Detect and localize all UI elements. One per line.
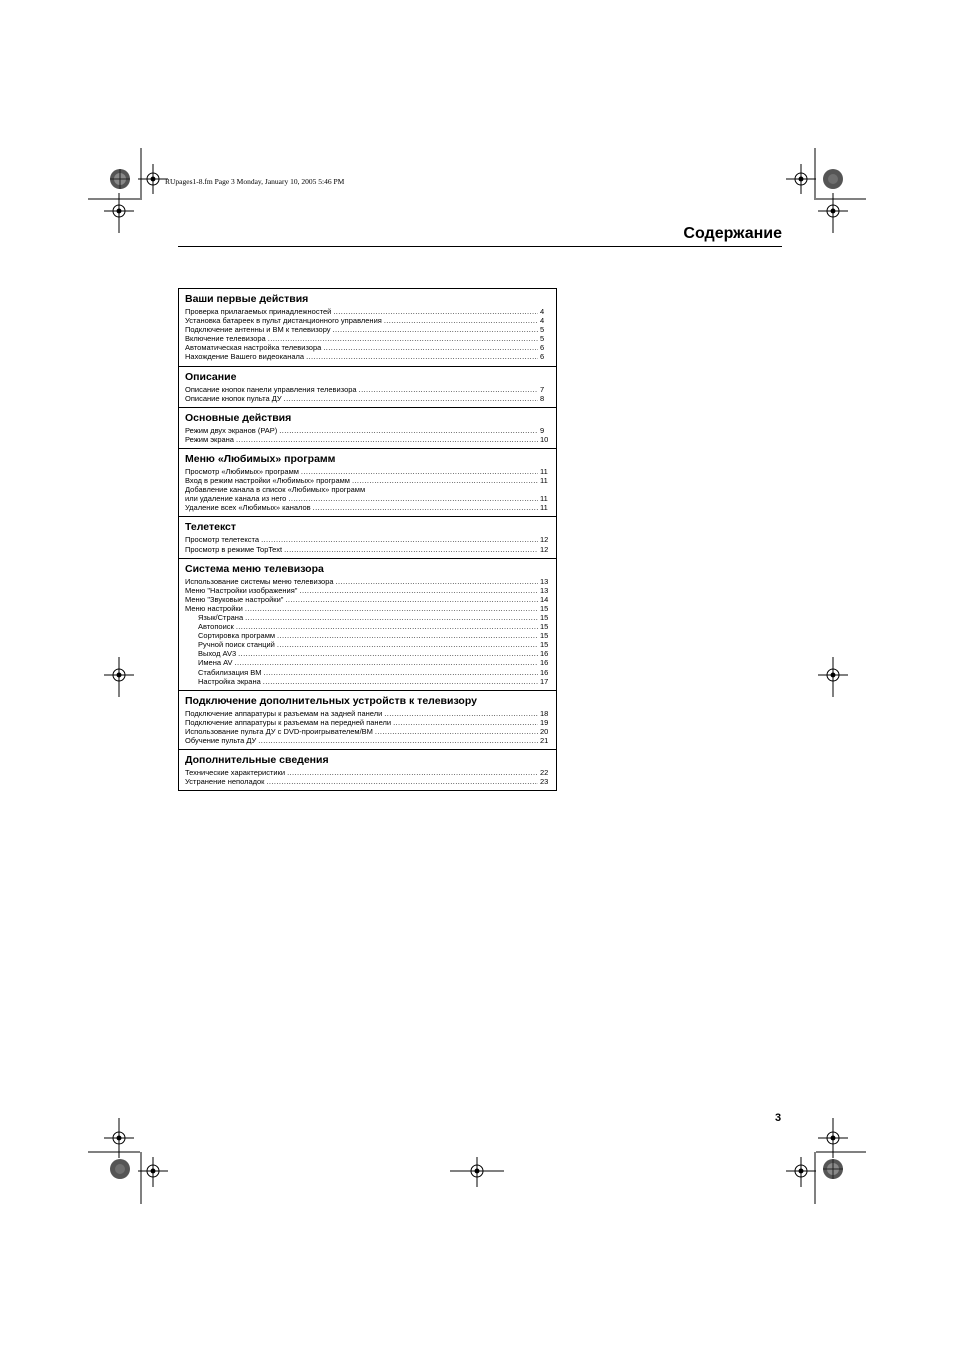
toc-entry-page: 19	[540, 717, 549, 727]
crosshair-icon	[786, 164, 816, 194]
toc-entry-label: Выход AV3	[198, 649, 237, 659]
toc-section-title: Система меню телевизора	[185, 562, 324, 575]
toc-entry[interactable]	[185, 777, 550, 786]
toc-entry-label: Проверка прилагаемых принадлежностей	[185, 307, 332, 316]
dot-leader	[336, 577, 538, 586]
toc-entry-page: 15	[540, 612, 549, 622]
toc-entry-page: 12	[540, 535, 549, 545]
toc-entry-page	[540, 485, 550, 494]
toc-entry-label: Ручной поиск станций	[198, 640, 275, 650]
toc-entry-page: 11	[540, 503, 548, 513]
dot-leader	[284, 545, 538, 554]
toc-entry[interactable]	[185, 545, 550, 554]
toc-entry[interactable]	[185, 604, 550, 613]
toc-entry-page: 8	[540, 393, 545, 403]
toc-entry[interactable]	[185, 485, 550, 494]
dot-leader	[301, 467, 538, 476]
color-target-icon	[109, 1158, 131, 1180]
crosshair-icon	[138, 164, 168, 194]
crosshair-icon	[818, 657, 848, 697]
toc-entry[interactable]	[185, 640, 550, 649]
toc-entry-label: Удаление всех «Любимых» каналов	[185, 503, 311, 513]
crosshair-icon	[104, 657, 134, 697]
dot-leader	[384, 709, 538, 718]
toc-entry[interactable]	[185, 768, 550, 777]
dot-leader	[299, 586, 538, 595]
toc-entry-page: 16	[540, 667, 549, 677]
toc-entry-label: Подключение аппаратуры к разъемам на передней панели	[185, 717, 392, 727]
dot-leader	[245, 604, 538, 613]
toc-entry-label: Использование системы меню телевизора	[185, 576, 334, 586]
toc-entry-page: 15	[540, 622, 549, 632]
dot-leader	[384, 316, 538, 325]
toc-entry-label: Автоматическая настройка телевизора	[185, 343, 322, 353]
dot-leader	[238, 649, 538, 658]
title-rule	[178, 246, 782, 247]
toc-entry-page: 15	[540, 631, 549, 641]
toc-entry-label: Описание кнопок пульта ДУ	[185, 393, 282, 403]
toc-entry-label: Включение телевизора	[185, 334, 266, 344]
toc-entry[interactable]	[185, 658, 550, 667]
toc-entry-label: Язык/Страна	[198, 612, 244, 622]
toc-entry-label: Сортировка программ	[198, 631, 276, 641]
toc-entry-label: Режим экрана	[185, 434, 234, 444]
toc-entry-label: Просмотр телетекста	[185, 535, 260, 545]
toc-entry[interactable]	[185, 316, 550, 325]
dot-leader	[359, 385, 538, 394]
toc-entry-label: Имена AV	[198, 658, 233, 668]
dot-leader	[261, 535, 538, 544]
toc-section-title: Ваши первые действия	[185, 293, 309, 305]
toc-entry-page: 6	[540, 343, 545, 353]
toc-entry-page: 6	[540, 352, 545, 362]
toc-entry[interactable]	[185, 385, 550, 394]
toc-entry[interactable]	[185, 613, 550, 622]
dot-leader	[263, 677, 538, 686]
toc-entry-label: Обучение пульта ДУ	[185, 736, 257, 745]
dot-leader	[245, 613, 538, 622]
toc-entry[interactable]	[185, 577, 550, 586]
toc-entry-page: 13	[540, 585, 549, 595]
toc-section	[179, 448, 556, 516]
toc-entry[interactable]	[185, 649, 550, 658]
toc-entry-label: Автопоиск	[198, 622, 234, 632]
toc-entry-page: 21	[540, 736, 549, 745]
toc-entry-page: 5	[540, 325, 545, 335]
toc-entry-label: Подключение аппаратуры к разъемам на задней панели	[185, 708, 383, 718]
toc-entry-label: Использование пульта ДУ с DVD-проигрывателем/ВМ	[185, 726, 373, 736]
toc-entry[interactable]	[185, 736, 550, 745]
toc-section	[179, 690, 556, 749]
dot-leader	[277, 640, 538, 649]
toc-entry[interactable]	[185, 622, 550, 631]
toc-entry[interactable]	[185, 595, 550, 604]
toc-section-title: Телетекст	[185, 521, 237, 534]
toc-entry-label: Установка батареек в пульт дистанционного управления	[185, 316, 382, 326]
dot-leader	[333, 325, 538, 334]
toc-section-title: Описание	[185, 370, 237, 383]
toc-entry[interactable]	[185, 435, 550, 444]
dot-leader	[277, 631, 538, 640]
crosshair-icon	[818, 1118, 848, 1158]
toc-entry-label: Настройка экрана	[198, 676, 261, 686]
print-slug: RUpages1-8.fm Page 3 Monday, January 10, 2005 5:46 PM	[165, 177, 345, 186]
toc-entry-label: Просмотр в режиме TopText	[185, 544, 283, 554]
toc-entry-page: 14	[540, 594, 549, 604]
toc-entry-label: Вход в режим настройки «Любимых» программ	[185, 476, 350, 486]
dot-leader	[268, 334, 538, 343]
toc-entry[interactable]	[185, 426, 550, 435]
toc-entry[interactable]	[185, 467, 550, 476]
toc-entry[interactable]	[185, 727, 550, 736]
dot-leader	[333, 307, 538, 316]
dot-leader	[306, 352, 538, 361]
toc-entry-label: Устранение неполадок	[185, 777, 265, 787]
toc-section-title: Меню «Любимых» программ	[185, 452, 336, 465]
page-number: 3	[775, 1112, 782, 1124]
toc-entry-page: 20	[540, 726, 549, 736]
dot-leader	[285, 595, 538, 604]
toc-entry-label: Нахождение Вашего видеоканала	[185, 352, 305, 362]
toc-entry-page: 12	[540, 544, 549, 554]
toc-entry-label: Подключение антенны и ВМ к телевизору	[185, 325, 331, 335]
toc-entry-label: Меню настройки	[185, 603, 243, 613]
dot-leader	[263, 668, 538, 677]
dot-leader	[266, 777, 538, 786]
toc-entry-page: 10	[540, 434, 549, 444]
crosshair-icon	[138, 1157, 168, 1187]
toc-entry[interactable]	[185, 307, 550, 316]
toc-entry[interactable]	[185, 352, 550, 361]
toc-entry-label: Меню "Звуковые настройки"	[185, 594, 284, 604]
toc-section	[179, 289, 556, 366]
toc-entry[interactable]	[185, 334, 550, 343]
toc-entry-page: 7	[540, 384, 545, 394]
crosshair-icon	[450, 1157, 504, 1187]
toc-entry-page: 5	[540, 334, 545, 344]
toc-entry[interactable]	[185, 668, 550, 677]
toc-entry-page: 13	[540, 576, 549, 586]
toc-entry[interactable]	[185, 677, 550, 686]
toc-entry[interactable]	[185, 476, 550, 485]
toc-entry-label: Просмотр «Любимых» программ	[185, 466, 299, 476]
dot-leader	[323, 343, 538, 352]
toc-section-title: Основные действия	[185, 411, 292, 424]
dot-leader	[375, 727, 538, 736]
toc-entry-page: 16	[540, 649, 549, 659]
toc-entry[interactable]	[185, 394, 550, 403]
toc-entry-page: 11	[540, 476, 548, 486]
dot-leader	[284, 394, 538, 403]
toc-entry-page: 9	[540, 425, 545, 435]
toc-entry[interactable]	[185, 494, 550, 503]
toc-section-title: Подключение дополнительных устройств к телевизору	[185, 694, 477, 707]
toc-entry-label: Стабилизация ВМ	[198, 667, 262, 677]
toc-entry-page: 23	[540, 777, 549, 787]
toc-entry-label: Меню "Настройки изображения"	[185, 585, 298, 595]
color-target-icon	[109, 168, 131, 190]
toc-entry-page: 16	[540, 658, 549, 668]
crosshair-icon	[104, 193, 134, 233]
toc-entry[interactable]	[185, 343, 550, 352]
dot-leader	[236, 435, 538, 444]
toc-entry-page: 15	[540, 640, 549, 650]
toc-entry[interactable]	[185, 709, 550, 718]
toc-entry[interactable]	[185, 535, 550, 544]
color-target-icon	[822, 168, 844, 190]
page-title: Содержание	[683, 225, 782, 242]
toc-entry[interactable]	[185, 325, 550, 334]
toc-entry-label: Добавление канала в список «Любимых» программ	[185, 485, 366, 495]
toc-section	[179, 407, 556, 448]
crosshair-icon	[786, 1157, 816, 1187]
dot-leader	[236, 622, 538, 631]
toc-entry-label: или удаление канала из него	[185, 494, 287, 504]
toc-entry[interactable]	[185, 586, 550, 595]
dot-leader	[279, 426, 538, 435]
toc-entry-page: 15	[540, 603, 549, 613]
dot-leader	[352, 476, 538, 485]
dot-leader	[258, 736, 538, 745]
toc-entry-page: 17	[540, 676, 549, 686]
toc-section	[179, 366, 556, 407]
table-of-contents	[178, 288, 557, 791]
toc-entry-page: 4	[540, 316, 545, 326]
toc-entry-label: Описание кнопок панели управления телевизора	[185, 384, 357, 394]
color-target-icon	[822, 1158, 844, 1180]
toc-entry[interactable]	[185, 631, 550, 640]
dot-leader	[287, 768, 538, 777]
dot-leader	[288, 494, 538, 503]
dot-leader	[393, 718, 538, 727]
toc-entry-page: 18	[540, 708, 549, 718]
toc-section	[179, 516, 556, 557]
toc-entry[interactable]	[185, 503, 550, 512]
dot-leader	[367, 485, 538, 494]
crosshair-icon	[104, 1118, 134, 1158]
dot-leader	[313, 503, 538, 512]
toc-section-title: Дополнительные сведения	[185, 754, 329, 767]
toc-entry-label: Технические характеристики	[185, 768, 286, 778]
toc-section	[179, 558, 556, 690]
toc-entry-page: 22	[540, 768, 549, 778]
toc-entry-label: Режим двух экранов (PAP)	[185, 425, 278, 435]
toc-entry-page: 11	[540, 494, 548, 504]
toc-entry-page: 4	[540, 307, 545, 316]
crosshair-icon	[818, 193, 848, 233]
toc-entry[interactable]	[185, 718, 550, 727]
toc-entry-page: 11	[540, 466, 548, 476]
dot-leader	[235, 658, 538, 667]
toc-section	[179, 749, 556, 790]
